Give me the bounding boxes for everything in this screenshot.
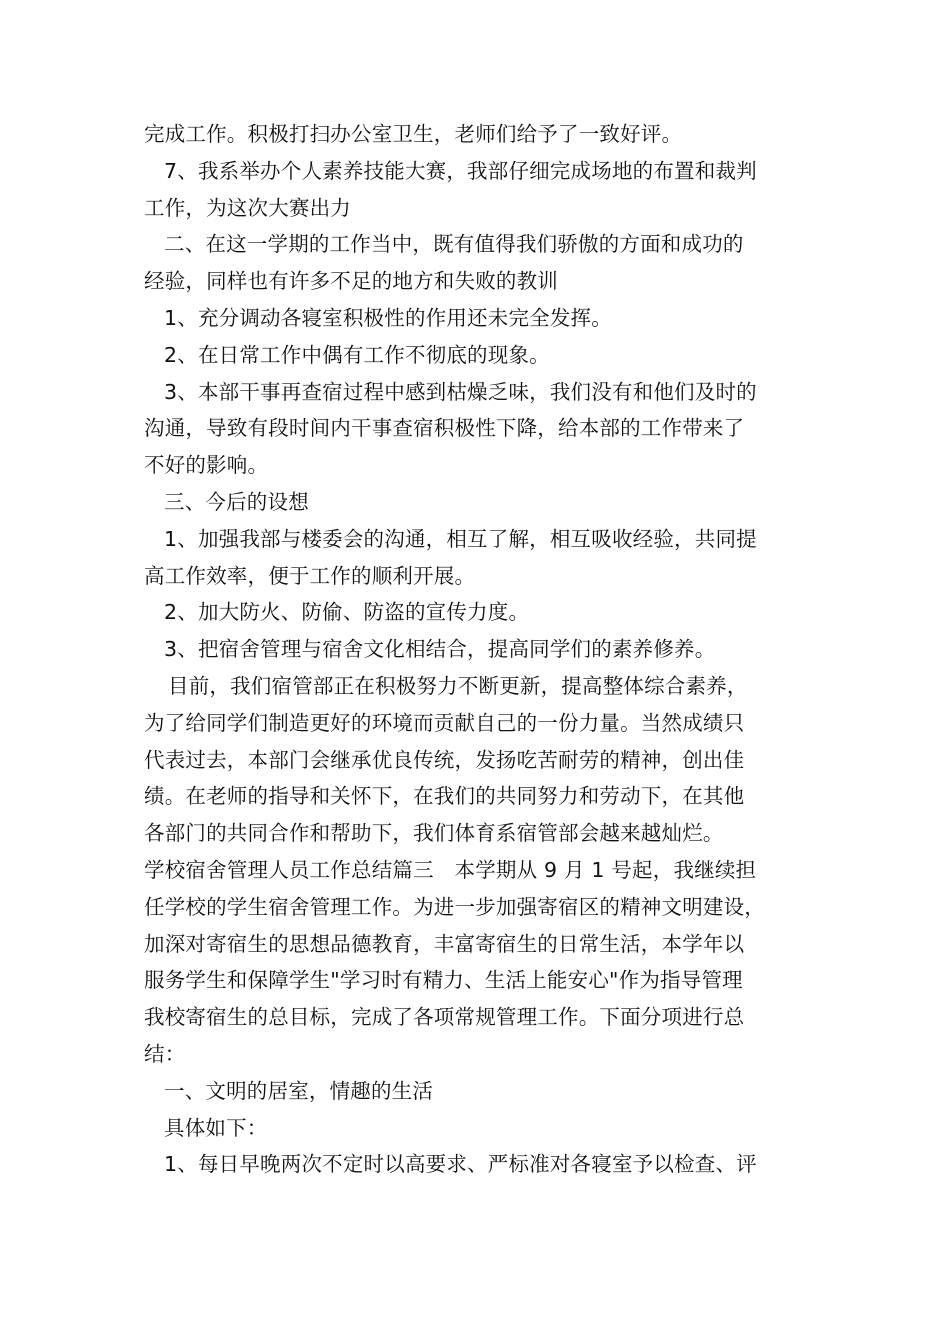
text-line: 高工作效率，便于工作的顺利开展。 <box>144 563 476 588</box>
text-line: 结： <box>144 1041 186 1066</box>
text-line: 1、每日早晚两次不定时以高要求、严标准对各寝室予以检查、评 <box>164 1152 757 1177</box>
text-line: 学校宿舍管理人员工作总结篇三 本学期从 9 月 1 号起，我继续担 <box>144 857 757 882</box>
text-line: 2、在日常工作中偶有工作不彻底的现象。 <box>164 342 550 367</box>
text-line: 我校寄宿生的总目标，完成了各项常规管理工作。下面分项进行总 <box>144 1005 745 1030</box>
text-line: 3、本部干事再查宿过程中感到枯燥乏味，我们没有和他们及时的 <box>164 379 757 404</box>
text-line: 工作，为这次大赛出力 <box>144 195 351 220</box>
text-line: 三、今后的设想 <box>164 489 309 514</box>
text-line: 2、加大防火、防偷、防盗的宣传力度。 <box>164 600 530 625</box>
text-line: 服务学生和保障学生"学习时有精力、生活上能安心"作为指导管理 <box>144 968 743 993</box>
text-line: 加深对寄宿生的思想品德教育，丰富寄宿生的日常生活，本学年以 <box>144 931 745 956</box>
text-line: 代表过去，本部门会继承优良传统，发扬吃苦耐劳的精神，创出佳 <box>144 747 745 772</box>
text-line: 1、充分调动各寝室积极性的作用还未完全发挥。 <box>164 305 612 330</box>
document-body <box>144 116 809 1183</box>
text-line: 一、文明的居室，情趣的生活 <box>164 1078 434 1103</box>
text-line: 7、我系举办个人素养技能大赛，我部仔细完成场地的布置和裁判 <box>164 158 757 183</box>
text-line: 绩。在老师的指导和关怀下，在我们的共同努力和劳动下，在其他 <box>144 784 745 809</box>
text-line: 二、在这一学期的工作当中，既有值得我们骄傲的方面和成功的 <box>164 232 744 257</box>
document-text <box>144 116 809 1183</box>
text-line: 目前，我们宿管部正在积极努力不断更新，提高整体综合素养， <box>168 673 748 698</box>
text-line: 沟通，导致有段时间内干事查宿积极性下降，给本部的工作带来了 <box>144 416 745 441</box>
text-line: 1、加强我部与楼委会的沟通，相互了解，相互吸收经验，共同提 <box>164 526 757 551</box>
text-line: 不好的影响。 <box>144 453 269 478</box>
text-line: 具体如下： <box>164 1115 268 1140</box>
text-line: 3、把宿舍管理与宿舍文化相结合，提高同学们的素养修养。 <box>164 637 716 662</box>
text-line: 任学校的学生宿舍管理工作。为进一步加强寄宿区的精神文明建设， <box>144 894 765 919</box>
text-line: 为了给同学们制造更好的环境而贡献自己的一份力量。当然成绩只 <box>144 710 745 735</box>
text-line: 经验，同样也有许多不足的地方和失败的教训 <box>144 269 558 294</box>
text-line: 完成工作。积极打扫办公室卫生，老师们给予了一致好评。 <box>144 122 683 146</box>
text-line: 各部门的共同合作和帮助下，我们体育系宿管部会越来越灿烂。 <box>144 821 724 846</box>
